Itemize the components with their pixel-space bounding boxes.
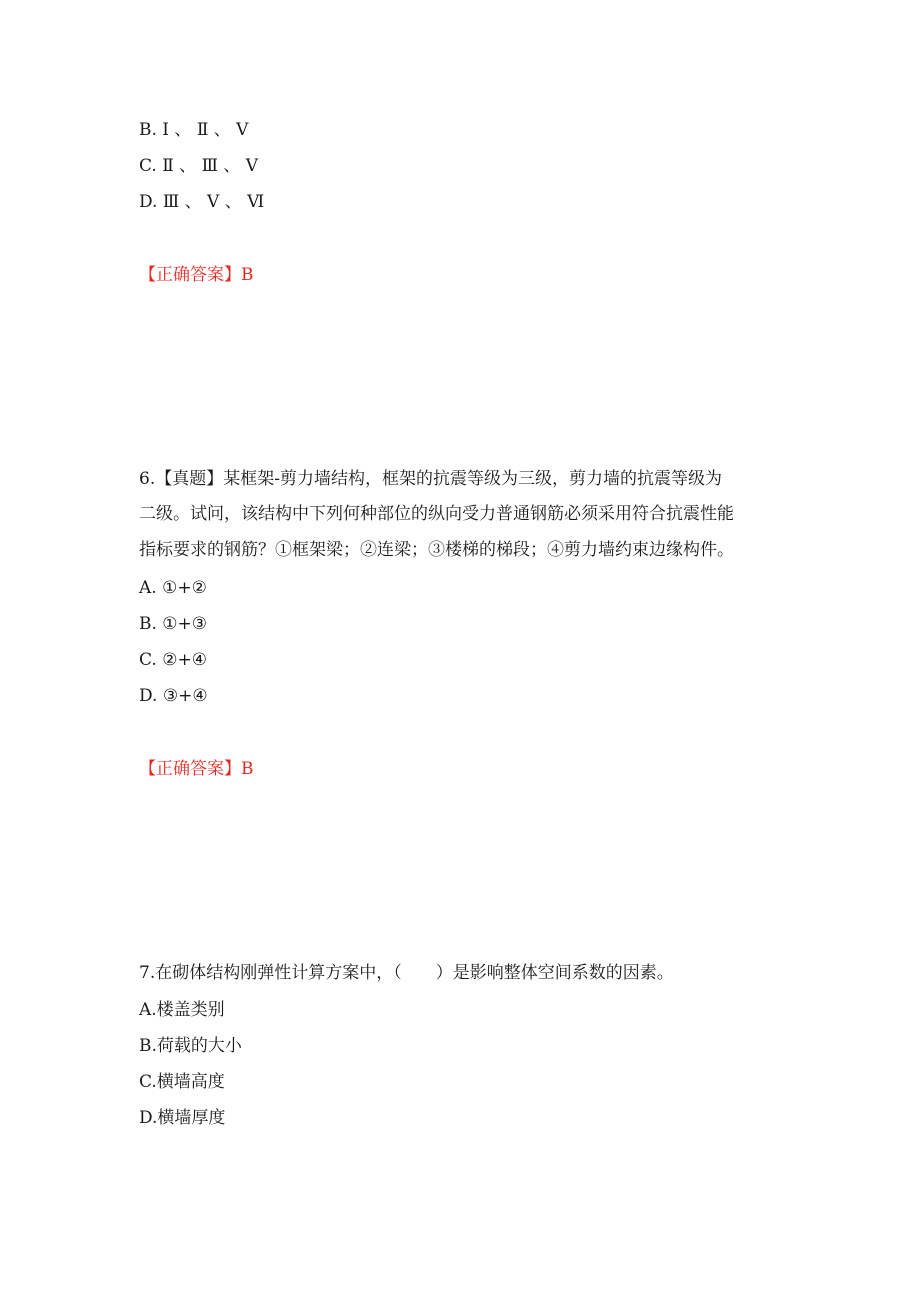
q6-stem-line-2: 二级。试问，该结构中下列何种部位的纵向受力普通钢筋必须采用符合抗震性能	[139, 504, 734, 524]
q6-option-b: B. ①+③	[139, 614, 208, 634]
q7-option-d: D.横墙厚度	[139, 1108, 226, 1128]
q6-answer	[139, 759, 254, 779]
q7-stem: 7.在砌体结构刚弹性计算方案中，（ ）是影响整体空间系数的因素。	[139, 963, 674, 983]
q5-answer	[139, 265, 254, 285]
q6-option-a: A. ①+②	[139, 578, 207, 598]
q7-option-b: B.荷载的大小	[139, 1036, 242, 1056]
q6-stem-line-1: 6.【真题】某框架-剪力墙结构，框架的抗震等级为三级，剪力墙的抗震等级为	[139, 469, 722, 489]
q5-option-c: C. Ⅱ 、 Ⅲ 、 V	[139, 156, 259, 176]
answer-label: 【正确答案】	[139, 759, 241, 779]
answer-value: B	[241, 265, 254, 285]
q5-option-b: B. Ⅰ 、 Ⅱ 、 V	[139, 120, 249, 140]
q7-option-a: A.楼盖类别	[139, 1000, 225, 1020]
q6-option-c: C. ②+④	[139, 650, 207, 670]
answer-value: B	[241, 759, 254, 779]
answer-label: 【正确答案】	[139, 265, 241, 285]
q7-option-c: C.横墙高度	[139, 1072, 225, 1092]
q5-option-d: D. Ⅲ 、 V 、 Ⅵ	[139, 192, 265, 212]
q6-option-d: D. ③+④	[139, 686, 208, 706]
q6-stem-line-3: 指标要求的钢筋？①框架梁；②连梁；③楼梯的梯段；④剪力墙约束边缘构件。	[139, 540, 734, 560]
